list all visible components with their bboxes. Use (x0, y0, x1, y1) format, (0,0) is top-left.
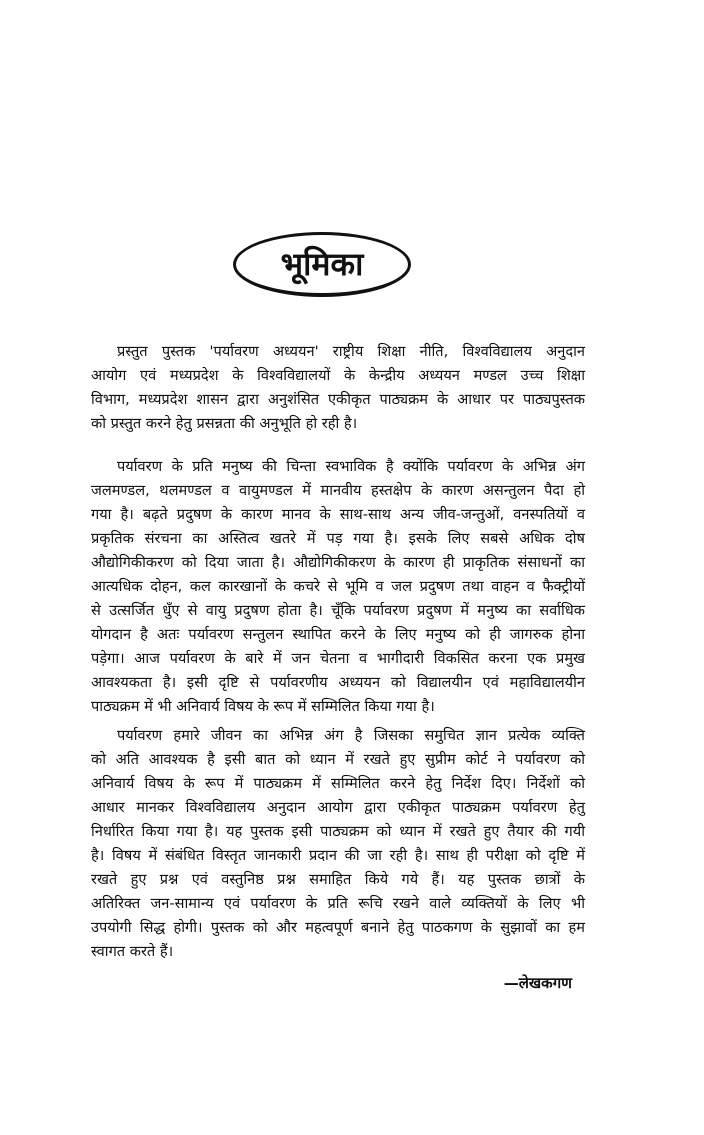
text-line: आवश्यकता है। इसी दृष्टि से पर्यावरणीय अध्ययन को विद्यालयीन एवं महाविद्यालयीन (91, 674, 585, 691)
page-title: भूमिका (280, 245, 364, 283)
text-line: को अति आवश्यक है इसी बात को ध्यान में रखते हुए सुप्रीम कोर्ट ने पर्यावरण को (91, 751, 585, 768)
text-line: को प्रस्तुत करने हेतु प्रसन्नता की अनुभूति हो रही है। (91, 415, 358, 432)
text-line: प्रस्तुत पुस्तक 'पर्यावरण अध्ययन' राष्ट्रीय शिक्षा नीति, विश्वविद्यालय अनुदान (117, 343, 585, 360)
text-line: निर्धारित किया गया है। यह पुस्तक इसी पाठ्यक्रम को ध्यान में रखते हुए तैयार की गयी (91, 823, 585, 840)
text-line: पर्यावरण हमारे जीवन का अभिन्न अंग है जिसका समुचित ज्ञान प्रत्येक व्यक्ति (117, 727, 585, 744)
text-line: स्वागत करते हैं। (91, 943, 174, 960)
text-line: अनिवार्य विषय के रूप में पाठ्यक्रम में सम्मिलित करने हेतु निर्देश दिए। निर्देशों को (91, 775, 585, 792)
text-line: आत्यधिक दोहन, कल कारखानों के कचरे से भूमि व जल प्रदुषण तथा वाहन व फैक्ट्रीयों (91, 578, 585, 595)
paragraph-3 (91, 724, 585, 964)
text-line: अतिरिक्त जन-सामान्य एवं पर्यावरण के प्रति रूचि रखने वाले व्यक्तियों के लिए भी (91, 895, 585, 912)
paragraph-1 (91, 340, 585, 436)
text-line: पड़ेगा। आज पर्यावरण के बारे में जन चेतना व भागीदारी विकसित करना एक प्रमुख (91, 650, 585, 667)
text-line: आधार मानकर विश्वविद्यालय अनुदान आयोग द्वारा एकीकृत पाठ्यक्रम पर्यावरण हेतु (91, 799, 585, 816)
title-oval (233, 232, 411, 297)
paragraph-2 (91, 455, 585, 719)
signature-authors: —लेखकगण (503, 974, 572, 992)
text-line: औद्योगिकीकरण को दिया जाता है। औद्योगिकीकरण के कारण ही प्राकृतिक संसाधनों का (91, 554, 585, 571)
text-line: आयोग एवं मध्यप्रदेश के विश्वविद्यालयों के केन्द्रीय अध्ययन मण्डल उच्च शिक्षा (91, 367, 585, 384)
text-line: उपयोगी सिद्ध होगी। पुस्तक को और महत्वपूर्ण बनाने हेतु पाठकगण के सुझावों का हम (91, 919, 585, 936)
text-line: गया है। बढ़ते प्रदुषण के कारण मानव के साथ-साथ अन्य जीव-जन्तुओं, वनस्पतियों व (91, 506, 585, 523)
text-line: पर्यावरण के प्रति मनुष्य की चिन्ता स्वभाविक है क्योंकि पर्यावरण के अभिन्न अंग (117, 458, 585, 475)
text-line: जलमण्डल, थलमण्डल व वायुमण्डल में मानवीय हस्तक्षेप के कारण असन्तुलन पैदा हो (91, 482, 585, 499)
text-line: है। विषय में संबंधित विस्तृत जानकारी प्रदान की जा रही है। साथ ही परीक्षा को दृष्टि में (91, 847, 585, 864)
text-line: रखते हुए प्रश्न एवं वस्तुनिष्ठ प्रश्न समाहित किये गये हैं। यह पुस्तक छात्रों के (91, 871, 585, 888)
text-line: विभाग, मध्यप्रदेश शासन द्वारा अनुशंसित एकीकृत पाठ्यक्रम के आधार पर पाठ्यपुस्तक (91, 391, 585, 408)
text-line: से उत्सर्जित धुँए से वायु प्रदुषण होता है। चूँकि पर्यावरण प्रदुषण में मनुष्य का सर्वाधिक (91, 602, 585, 619)
text-line: प्रकृतिक संरचना का अस्तित्व खतरे में पड़ गया है। इसके लिए सबसे अधिक दोष (91, 530, 585, 547)
text-line: योगदान है अतः पर्यावरण सन्तुलन स्थापित करने के लिए मनुष्य को ही जागरुक होना (91, 626, 585, 643)
text-line: पाठ्यक्रम में भी अनिवार्य विषय के रूप में सम्मिलित किया गया है। (91, 698, 435, 715)
